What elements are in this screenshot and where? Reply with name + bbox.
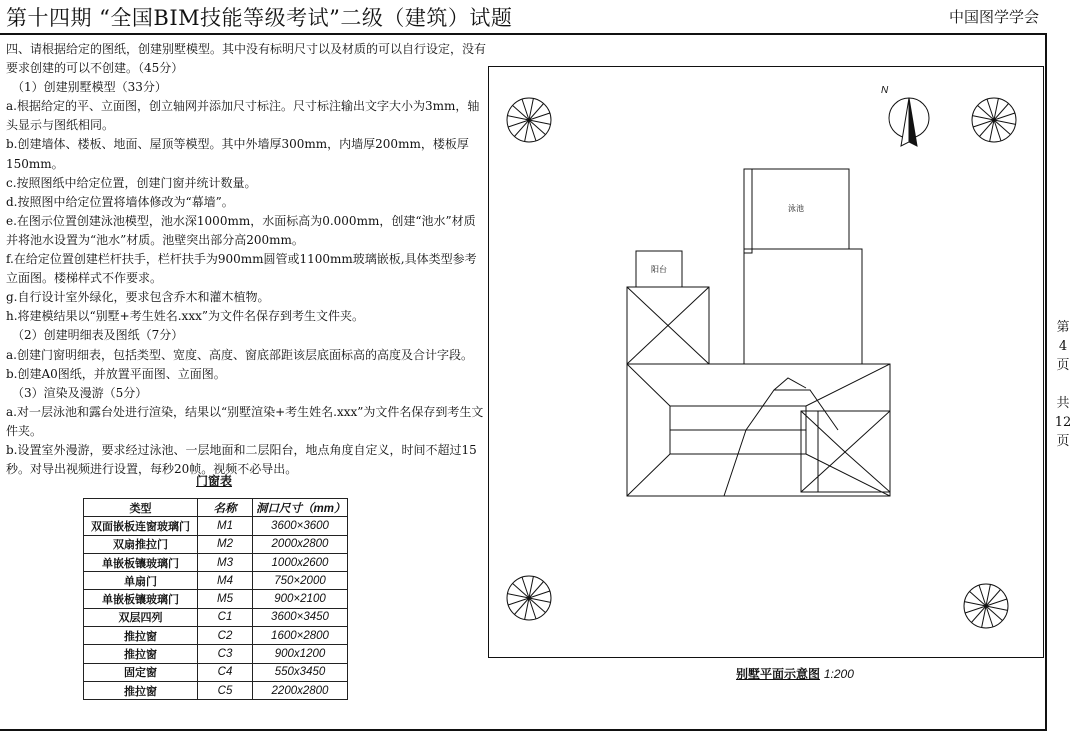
tree-icon bbox=[507, 98, 551, 142]
size-cell: 900x1200 bbox=[253, 645, 348, 663]
table-row bbox=[84, 517, 348, 535]
question-line: （2）创建明细表及图纸（7分） bbox=[12, 328, 184, 343]
type-cell: 推拉窗 bbox=[84, 681, 198, 699]
pool-label: 泳池 bbox=[788, 204, 804, 213]
table-row bbox=[84, 553, 348, 571]
question-line: 四、请根据给定的图纸，创建别墅模型。其中没有标明尺寸以及材质的可以自行设定，没有要求创建的可以不创建。（45分） bbox=[6, 42, 487, 76]
type-cell: 双面嵌板连窗玻璃门 bbox=[84, 517, 198, 535]
table-row bbox=[84, 627, 348, 645]
size-cell: 3600×3450 bbox=[253, 608, 348, 626]
question-line: d.按照图中给定位置将墙体修改为“幕墙”。 bbox=[6, 194, 234, 209]
table-row bbox=[84, 590, 348, 608]
question-line: g.自行设计室外绿化，要求包含乔木和灌木植物。 bbox=[6, 290, 270, 305]
balcony-label: 阳台 bbox=[651, 265, 667, 274]
header-cell: 洞口尺寸（mm） bbox=[253, 499, 348, 517]
building-upper-block bbox=[744, 249, 862, 364]
site-plan-drawing bbox=[488, 66, 1044, 660]
question-line: c.按照图纸中给定位置，创建门窗并统计数量。 bbox=[6, 175, 257, 190]
size-cell: 550x3450 bbox=[253, 663, 348, 681]
type-cell: 单嵌板镶玻璃门 bbox=[84, 590, 198, 608]
type-cell: 单嵌板镶玻璃门 bbox=[84, 553, 198, 571]
table-row bbox=[84, 572, 348, 590]
page-info-line: 页 bbox=[1056, 358, 1070, 373]
name-cell: M5 bbox=[198, 590, 253, 608]
plan-caption bbox=[736, 665, 854, 682]
question-line: f.在给定位置创建栏杆扶手，栏杆扶手为900mm圆管或1100mm玻璃嵌板,具体类型参考立面图。楼梯样式不作要求。 bbox=[6, 252, 477, 286]
type-cell: 双层四列 bbox=[84, 608, 198, 626]
tree-icon bbox=[964, 584, 1008, 628]
name-cell: C1 bbox=[198, 608, 253, 626]
type-cell: 固定窗 bbox=[84, 663, 198, 681]
question-line: （1）创建别墅模型（33分） bbox=[12, 80, 167, 95]
table-header-row bbox=[84, 499, 348, 517]
question-line: b.创建墙体、楼板、地面、屋顶等模型。其中外墙厚300mm，内墙厚200mm，楼板厚150mm。 bbox=[6, 137, 469, 171]
size-cell: 1600×2800 bbox=[253, 627, 348, 645]
name-cell: C3 bbox=[198, 645, 253, 663]
tree-icon bbox=[972, 98, 1016, 142]
pool-wall bbox=[744, 169, 752, 253]
name-cell: C5 bbox=[198, 681, 253, 699]
type-cell: 推拉窗 bbox=[84, 627, 198, 645]
question-line: a.根据给定的平、立面图，创立轴网并添加尺寸标注。尺寸标注输出文字大小为3mm，轴头显示与图纸相同。 bbox=[6, 99, 480, 133]
site-boundary bbox=[489, 67, 1044, 658]
header-cell: 类型 bbox=[84, 499, 198, 517]
north-arrow-icon bbox=[889, 98, 929, 146]
roof-small-left bbox=[627, 287, 709, 364]
type-cell: 单扇门 bbox=[84, 572, 198, 590]
size-cell: 2000x2800 bbox=[253, 535, 348, 553]
page-info-line bbox=[1052, 375, 1074, 394]
name-cell: M1 bbox=[198, 517, 253, 535]
organization-name: 中国图学学会 bbox=[948, 8, 1039, 26]
type-cell: 推拉窗 bbox=[84, 645, 198, 663]
name-cell: M4 bbox=[198, 572, 253, 590]
header-cell: 名称 bbox=[198, 499, 253, 517]
page-number-info bbox=[1052, 318, 1074, 451]
size-cell: 750×2000 bbox=[253, 572, 348, 590]
name-cell: M2 bbox=[198, 535, 253, 553]
table-title: 门窗表 bbox=[196, 474, 233, 488]
table-row bbox=[84, 681, 348, 699]
type-cell: 双扇推拉门 bbox=[84, 535, 198, 553]
question-line: a.创建门窗明细表，包括类型、宽度、高度、窗底部距该层底面标高的高度及合计字段。 bbox=[6, 347, 473, 362]
door-window-table bbox=[83, 498, 348, 700]
question-line: b.设置室外漫游，要求经过泳池、一层地面和二层阳台，地点角度自定义，时间不超过15秒。对导出视频进行设置，每秒20帧。视频不必导出。 bbox=[6, 442, 477, 477]
page-info-line: 第 bbox=[1056, 320, 1070, 335]
size-cell: 2200x2800 bbox=[253, 681, 348, 699]
question-text bbox=[6, 40, 486, 479]
name-cell: C2 bbox=[198, 627, 253, 645]
question-line: e.在图示位置创建泳池模型，池水深1000mm，水面标高为0.000mm，创建“池水”材质并将池水设置为“池水”材质。池壁突出部分高200mm。 bbox=[6, 213, 476, 247]
question-line: h.将建模结果以“别墅+考生姓名.xxx”为文件名保存到考生文件夹。 bbox=[6, 309, 364, 324]
page-info-line: 页 bbox=[1056, 434, 1070, 449]
tree-icon bbox=[507, 576, 551, 620]
table-row bbox=[84, 645, 348, 663]
name-cell: M3 bbox=[198, 553, 253, 571]
table-row bbox=[84, 608, 348, 626]
name-cell: C4 bbox=[198, 663, 253, 681]
question-line: （3）渲染及漫游（5分） bbox=[12, 385, 148, 400]
size-cell: 3600×3600 bbox=[253, 517, 348, 535]
page-info-line: 4 bbox=[1058, 339, 1068, 354]
table-row bbox=[84, 535, 348, 553]
size-cell: 1000x2600 bbox=[253, 553, 348, 571]
size-cell: 900×2100 bbox=[253, 590, 348, 608]
plan-caption-scale: 1:200 bbox=[823, 667, 854, 681]
plan-caption-name: 别墅平面示意图 bbox=[736, 667, 821, 681]
page-info-line: 12 bbox=[1054, 415, 1072, 430]
question-line: a.对一层泳池和露台处进行渲染，结果以“别墅渲染+考生姓名.xxx”为文件名保存到考生文件夹。 bbox=[6, 404, 484, 438]
page-title: 第十四期 “全国BIM技能等级考试”二级（建筑）试题 bbox=[6, 6, 513, 30]
north-label: N bbox=[881, 85, 889, 96]
question-line: b.创建A0图纸，并放置平面图、立面图。 bbox=[6, 366, 226, 381]
page-info-line: 共 bbox=[1056, 396, 1070, 411]
roof-main bbox=[627, 364, 890, 496]
table-row bbox=[84, 663, 348, 681]
